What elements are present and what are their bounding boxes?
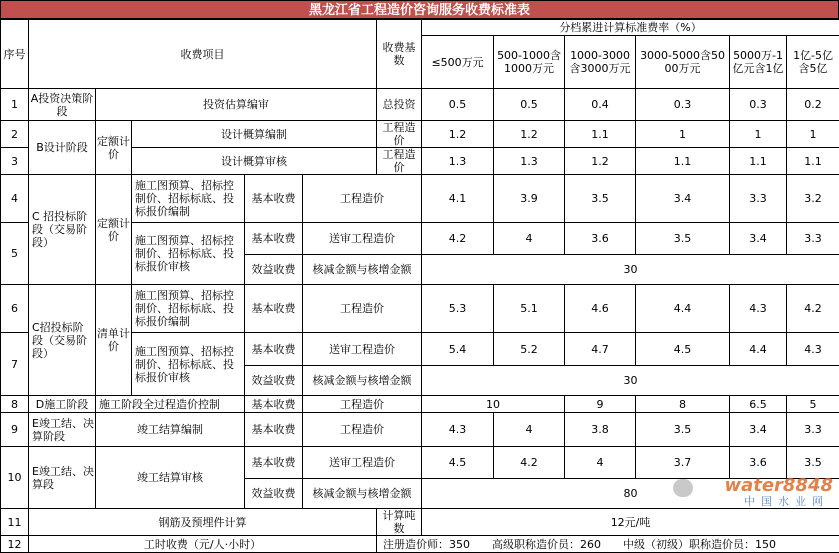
base-label: 工程造价 [377, 121, 422, 148]
rate-cell: 0.5 [494, 89, 565, 121]
rate-cell: 4.2 [787, 285, 839, 333]
item-label: 竣工结算审核 [96, 447, 245, 509]
rate-cell: 1.3 [422, 148, 494, 175]
base-label: 工程造价 [377, 148, 422, 175]
stage-label: E竣工结、决算段 [29, 447, 96, 509]
fee-type-label: 基本收费 [245, 447, 303, 479]
rate-cell: 4.3 [787, 333, 839, 366]
rate-cell: 80 [422, 479, 839, 509]
rate-cell: 5.4 [422, 333, 494, 366]
fee-type-label: 基本收费 [245, 396, 303, 413]
rate-cell: 4.6 [565, 285, 636, 333]
rate-cell: 1.1 [636, 148, 730, 175]
rate-cell: 4.2 [494, 447, 565, 479]
header-base: 收费基数 [377, 20, 422, 89]
item-label: 投资估算编审 [96, 89, 377, 121]
base-label: 核减金额与核增金额 [303, 255, 422, 285]
base-label: 送审工程造价 [303, 223, 422, 255]
rate-cell: 3.5 [787, 447, 839, 479]
stage-label: B设计阶段 [29, 121, 96, 175]
table-row [1, 89, 839, 121]
rate-cell: 3.3 [787, 223, 839, 255]
rate-cell: 8 [636, 396, 730, 413]
method-label: 定额计价 [96, 175, 132, 285]
base-label: 工程造价 [303, 175, 422, 223]
rate-cell: 9 [565, 396, 636, 413]
rate-cell: 1.2 [422, 121, 494, 148]
table-row [1, 413, 839, 447]
rate-cell: 5 [787, 396, 839, 413]
rate-cell: 10 [422, 396, 565, 413]
rate-cell: 3.4 [636, 175, 730, 223]
rate-cell: 1.1 [787, 148, 839, 175]
rate-cell: 0.3 [636, 89, 730, 121]
table-row [1, 285, 839, 333]
item-label: 施工图预算、招标控制价、招标标底、投标报价审核 [132, 333, 245, 396]
item-label: 施工图预算、招标控制价、招标标底、投标报价编制 [132, 175, 245, 223]
rate-cell: 3.9 [494, 175, 565, 223]
table-row [1, 175, 839, 223]
rate-cell: 3.8 [565, 413, 636, 447]
rate-cell: 3.4 [730, 223, 787, 255]
tier-header: 1000-3000含3000万元 [565, 36, 636, 89]
row-seq: 12 [1, 536, 29, 553]
header-seq: 序号 [1, 20, 29, 89]
rate-cell: 4.3 [730, 285, 787, 333]
rate-cell: 4.4 [730, 333, 787, 366]
row-seq: 6 [1, 285, 29, 333]
row-seq: 2 [1, 121, 29, 148]
rate-cell: 1 [730, 121, 787, 148]
rate-cell: 1.2 [494, 121, 565, 148]
item-label: 工时收费（元/人·小时） [29, 536, 377, 553]
fee-type-label: 效益收费 [245, 255, 303, 285]
rate-cell: 5.2 [494, 333, 565, 366]
row-seq: 7 [1, 333, 29, 396]
rate-cell: 3.7 [636, 447, 730, 479]
rate-cell: 3.5 [636, 223, 730, 255]
rate-cell: 1.3 [494, 148, 565, 175]
item-label: 钢筋及预埋件计算 [29, 509, 377, 536]
tier-header: 500-1000含1000万元 [494, 36, 565, 89]
item-label: 设计概算编制 [132, 121, 377, 148]
row-seq: 1 [1, 89, 29, 121]
table-row [1, 509, 839, 536]
rate-cell: 4.2 [422, 223, 494, 255]
item-label: 施工图预算、招标控制价、招标标底、投标报价编制 [132, 285, 245, 333]
base-label: 总投资 [377, 89, 422, 121]
item-label: 施工图预算、招标控制价、招标标底、投标报价审核 [132, 223, 245, 285]
table-row [1, 396, 839, 413]
tier-header: 3000-5000含5000万元 [636, 36, 730, 89]
stage-label: A投资决策阶段 [29, 89, 96, 121]
rate-cell: 30 [422, 255, 839, 285]
rate-cell: 3.6 [730, 447, 787, 479]
stage-label: C 招投标阶段（交易阶段） [29, 175, 96, 285]
rate-cell: 5.1 [494, 285, 565, 333]
rate-cell: 4.1 [422, 175, 494, 223]
tier-header: 5000万-1亿元含1亿 [730, 36, 787, 89]
base-label: 工程造价 [303, 285, 422, 333]
rate-cell: 0.4 [565, 89, 636, 121]
rate-cell: 0.5 [422, 89, 494, 121]
rate-cell: 0.3 [730, 89, 787, 121]
header-rate-title: 分档累进计算标准费率（%） [422, 20, 839, 36]
base-label: 送审工程造价 [303, 333, 422, 366]
rate-cell: 3.6 [565, 223, 636, 255]
rate-cell: 3.3 [730, 175, 787, 223]
rate-cell: 1.1 [565, 121, 636, 148]
hourly-rate-cell: 注册造价师：350 高级职称造价员：260 中级（初级）职称造价员：150 [377, 536, 839, 553]
fee-type-label: 基本收费 [245, 175, 303, 223]
fee-type-label: 效益收费 [245, 366, 303, 396]
rate-cell: 4.7 [565, 333, 636, 366]
row-seq: 8 [1, 396, 29, 413]
rate-cell: 5.3 [422, 285, 494, 333]
method-label: 清单计价 [96, 285, 132, 396]
table-row [1, 536, 839, 553]
rate-cell: 1.2 [565, 148, 636, 175]
item-label: 施工阶段全过程造价控制 [96, 396, 245, 413]
row-seq: 10 [1, 447, 29, 509]
rate-cell: 3.5 [565, 175, 636, 223]
row-seq: 4 [1, 175, 29, 223]
rate-cell: 12元/吨 [422, 509, 839, 536]
tier-header: 1亿-5亿含5亿 [787, 36, 839, 89]
rate-cell: 4.3 [422, 413, 494, 447]
row-seq: 11 [1, 509, 29, 536]
stage-label: D施工阶段 [29, 396, 96, 413]
rate-cell: 4.5 [636, 333, 730, 366]
rate-cell: 3.3 [787, 413, 839, 447]
header-item: 收费项目 [29, 20, 377, 89]
fee-type-label: 基本收费 [245, 413, 303, 447]
base-label: 核减金额与核增金额 [303, 479, 422, 509]
stage-label: E竣工结、决算阶段 [29, 413, 96, 447]
rate-cell: 1 [787, 121, 839, 148]
rate-cell: 3.2 [787, 175, 839, 223]
method-label: 定额计价 [96, 121, 132, 175]
rate-cell: 4 [494, 223, 565, 255]
stage-label: C招投标阶段（交易阶段） [29, 285, 96, 396]
fee-type-label: 基本收费 [245, 223, 303, 255]
rate-cell: 4.5 [422, 447, 494, 479]
rate-cell: 1 [636, 121, 730, 148]
rate-cell: 1.1 [730, 148, 787, 175]
rate-cell: 0.2 [787, 89, 839, 121]
watermark-logo: water8848 [724, 475, 833, 496]
rate-cell: 4.4 [636, 285, 730, 333]
rate-cell: 6.5 [730, 396, 787, 413]
rate-cell: 30 [422, 366, 839, 396]
watermark-sub: 中国水业网 [744, 493, 829, 509]
base-label: 送审工程造价 [303, 447, 422, 479]
row-seq: 5 [1, 223, 29, 285]
rate-cell: 3.5 [636, 413, 730, 447]
rate-cell: 3.4 [730, 413, 787, 447]
fee-type-label: 基本收费 [245, 285, 303, 333]
item-label: 设计概算审核 [132, 148, 377, 175]
rate-cell: 4 [565, 447, 636, 479]
base-label: 计算吨数 [377, 509, 422, 536]
fee-type-label: 效益收费 [245, 479, 303, 509]
table-row [1, 447, 839, 479]
row-seq: 9 [1, 413, 29, 447]
fee-table [0, 19, 839, 553]
fee-type-label: 基本收费 [245, 333, 303, 366]
table-title: 黑龙江省工程造价咨询服务收费标准表 [0, 0, 839, 19]
rate-cell: 4 [494, 413, 565, 447]
item-label: 竣工结算编制 [96, 413, 245, 447]
tier-header: ≤500万元 [422, 36, 494, 89]
base-label: 核减金额与核增金额 [303, 366, 422, 396]
row-seq: 3 [1, 148, 29, 175]
base-label: 工程造价 [303, 396, 422, 413]
table-row [1, 121, 839, 148]
base-label: 工程造价 [303, 413, 422, 447]
